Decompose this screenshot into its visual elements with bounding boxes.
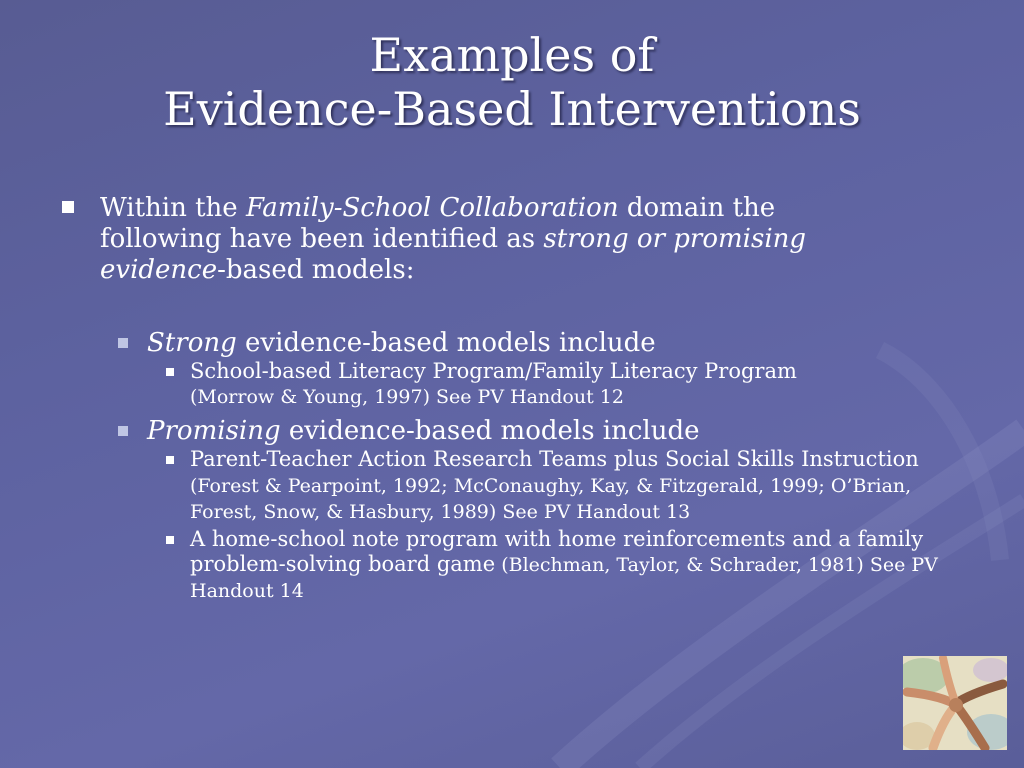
promising-model-title: A home-school note program with home reinforcements and a family problem-solving board game [190, 527, 924, 576]
intro-evidence-level: strong or promising evidence [100, 224, 807, 285]
promising-model-title: Parent-Teacher Action Research Teams plus Social Skills Instruction [190, 447, 919, 471]
square-bullet-icon [166, 368, 174, 376]
strong-models-bullet [110, 328, 960, 359]
square-bullet-icon [166, 456, 174, 464]
square-bullet-icon [166, 536, 174, 544]
strong-model-citation: (Morrow & Young, 1997) See PV Handout 12 [190, 386, 624, 408]
square-bullet-icon [118, 338, 128, 348]
intro-text-2: domain the following have been identified as [100, 193, 776, 254]
title-line-1: Examples of [369, 28, 655, 82]
strong-model-item [162, 359, 950, 410]
promising-model-item [162, 527, 950, 604]
square-bullet-icon [62, 201, 74, 213]
promising-model-citation: (Forest & Pearpoint, 1992; McConaughy, Kay, & Fitzgerald, 1999; O’Brian, Forest, Snow, & Hasbury, 1989) See PV Handout 13 [190, 475, 912, 523]
promising-heading-text: evidence-based models include [280, 416, 700, 446]
strong-heading-text: evidence-based models include [236, 328, 656, 358]
title-line-2: Evidence-Based Interventions [163, 82, 861, 136]
promising-model-citation: (Blechman, Taylor, & Schrader, 1981) See PV Handout 14 [190, 554, 938, 602]
slide-title [0, 28, 1024, 136]
intro-text-3: -based models: [217, 255, 415, 285]
promising-model-item [162, 447, 950, 525]
intro-domain-name: Family-School Collaboration [245, 193, 619, 223]
intro-text-1: Within the [100, 193, 246, 223]
square-bullet-icon [118, 426, 128, 436]
intro-bullet [60, 193, 880, 286]
promising-models-bullet [110, 416, 960, 447]
strong-model-title: School-based Literacy Program/Family Literacy Program [190, 359, 797, 383]
hands-together-photo [903, 656, 1007, 750]
promising-label: Promising [147, 416, 281, 446]
strong-label: Strong [147, 328, 237, 358]
slide-body [60, 193, 960, 604]
